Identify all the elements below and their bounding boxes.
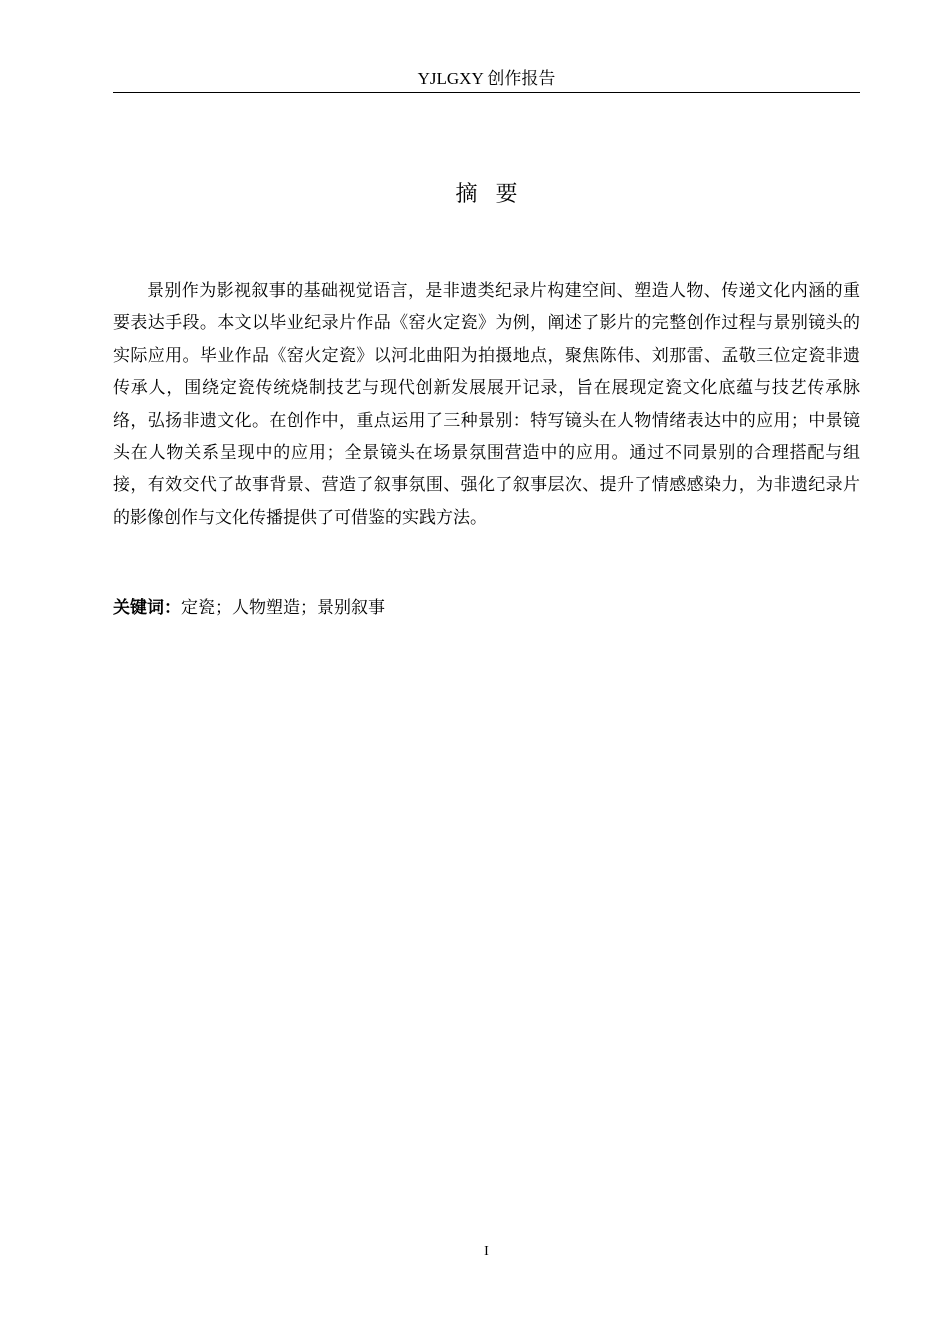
keywords-value: 定瓷；人物塑造；景别叙事 bbox=[181, 598, 385, 618]
abstract-paragraph: 景别作为影视叙事的基础视觉语言，是非遗类纪录片构建空间、塑造人物、传递文化内涵的重要表达手段。本文以毕业纪录片作品《窑火定瓷》为例，阐述了影片的完整创作过程与景别镜头的实际应用。毕业作品《窑火定瓷》以河北曲阳为拍摄地点，聚焦陈伟、刘那雷、孟敬三位定瓷非遗传承人，围绕定瓷传统烧制技艺与现代创新发展展开记录，旨在展现定瓷文化底蕴与技艺传承脉络，弘扬非遗文化。在创作中，重点运用了三种景别：特写镜头在人物情绪表达中的应用；中景镜头在人物关系呈现中的应用；全景镜头在场景氛围营造中的应用。通过不同景别的合理搭配与组接，有效交代了故事背景、营造了叙事氛围、强化了叙事层次、提升了情感感染力，为非遗纪录片的影像创作与文化传播提供了可借鉴的实践方法。 bbox=[113, 281, 860, 528]
page-header bbox=[113, 66, 860, 93]
header-text: YJLGXY 创作报告 bbox=[417, 69, 556, 88]
page-number: I bbox=[484, 1244, 489, 1259]
keywords-line bbox=[113, 592, 860, 624]
page-title: 摘要 bbox=[455, 182, 536, 207]
keywords-label: 关键词： bbox=[113, 598, 181, 618]
